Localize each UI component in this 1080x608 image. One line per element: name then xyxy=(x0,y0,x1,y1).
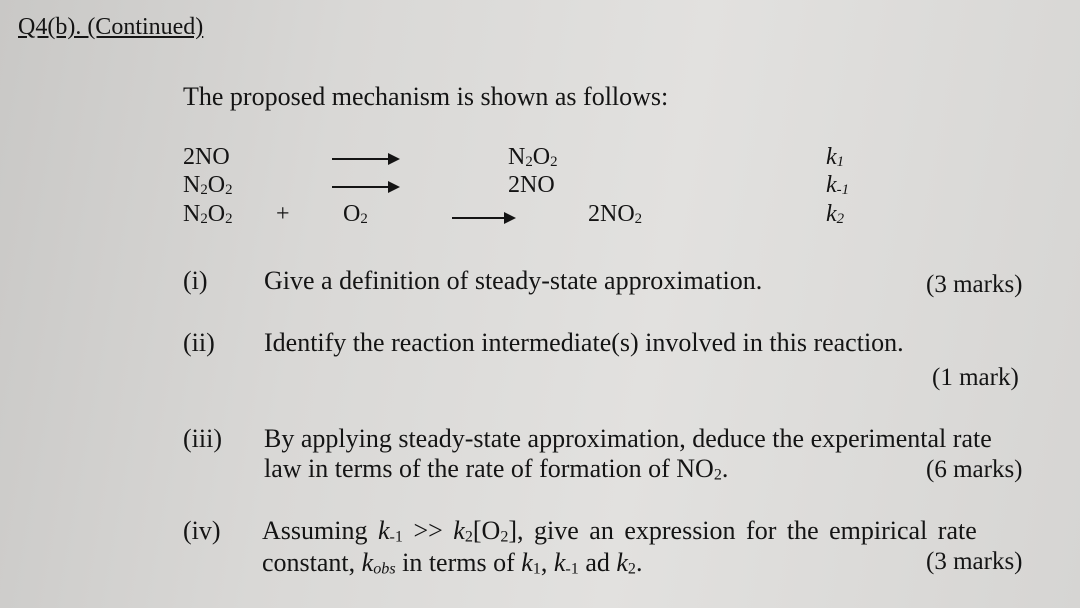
question-iv-number: (iv) xyxy=(183,516,221,545)
step1-product: $N_2O_2$ xyxy=(508,144,558,171)
question-i-number: (i) xyxy=(183,266,208,295)
step2-reactant: $N_2O_2$ xyxy=(183,172,233,199)
step3-arrow-icon xyxy=(452,217,514,219)
question-header: Q4(b). (Continued) xyxy=(18,14,204,40)
step3-product: $2NO_2$ xyxy=(588,201,643,228)
step1-rate-constant: $k_1$ xyxy=(826,144,845,171)
question-ii-text: Identify the reaction intermediate(s) involved in this reaction. xyxy=(264,328,904,357)
question-iii-number: (iii) xyxy=(183,424,222,453)
question-ii-number: (ii) xyxy=(183,328,215,357)
question-iii-marks: (6 marks) xyxy=(926,456,1023,483)
step3-plus: + xyxy=(276,201,290,227)
step2-rate-constant: $k_{-1}$ xyxy=(826,172,850,199)
question-ii-marks: (1 mark) xyxy=(932,364,1019,391)
intro-text: The proposed mechanism is shown as follows: xyxy=(183,82,669,111)
question-i-text: Give a definition of steady-state approximation. xyxy=(264,266,763,295)
question-iv-line1: Assuming $k_{-1} >> k_2[O_2]$, give an expression for the empirical rate xyxy=(262,516,977,546)
question-iv-line2: constant, $k_{obs}$ in terms of $k_1$, $k_{-1}$ ad $k_2$. xyxy=(262,548,643,578)
step3-rate-constant: $k_2$ xyxy=(826,201,845,228)
question-iii-line1: By applying steady-state approximation, deduce the experimental rate xyxy=(264,424,992,453)
step3-reactant2: $O_2$ xyxy=(343,201,368,228)
question-iv-marks: (3 marks) xyxy=(926,548,1023,575)
step1-reactant: 2NO xyxy=(183,144,230,170)
question-i-marks: (3 marks) xyxy=(926,271,1023,298)
step1-arrow-icon xyxy=(332,158,398,160)
step2-arrow-icon xyxy=(332,186,398,188)
step2-product: 2NO xyxy=(508,172,555,198)
question-iii-line2: law in terms of the rate of formation of $NO_2$. xyxy=(264,454,729,484)
step3-reactant: $N_2O_2$ xyxy=(183,201,233,228)
